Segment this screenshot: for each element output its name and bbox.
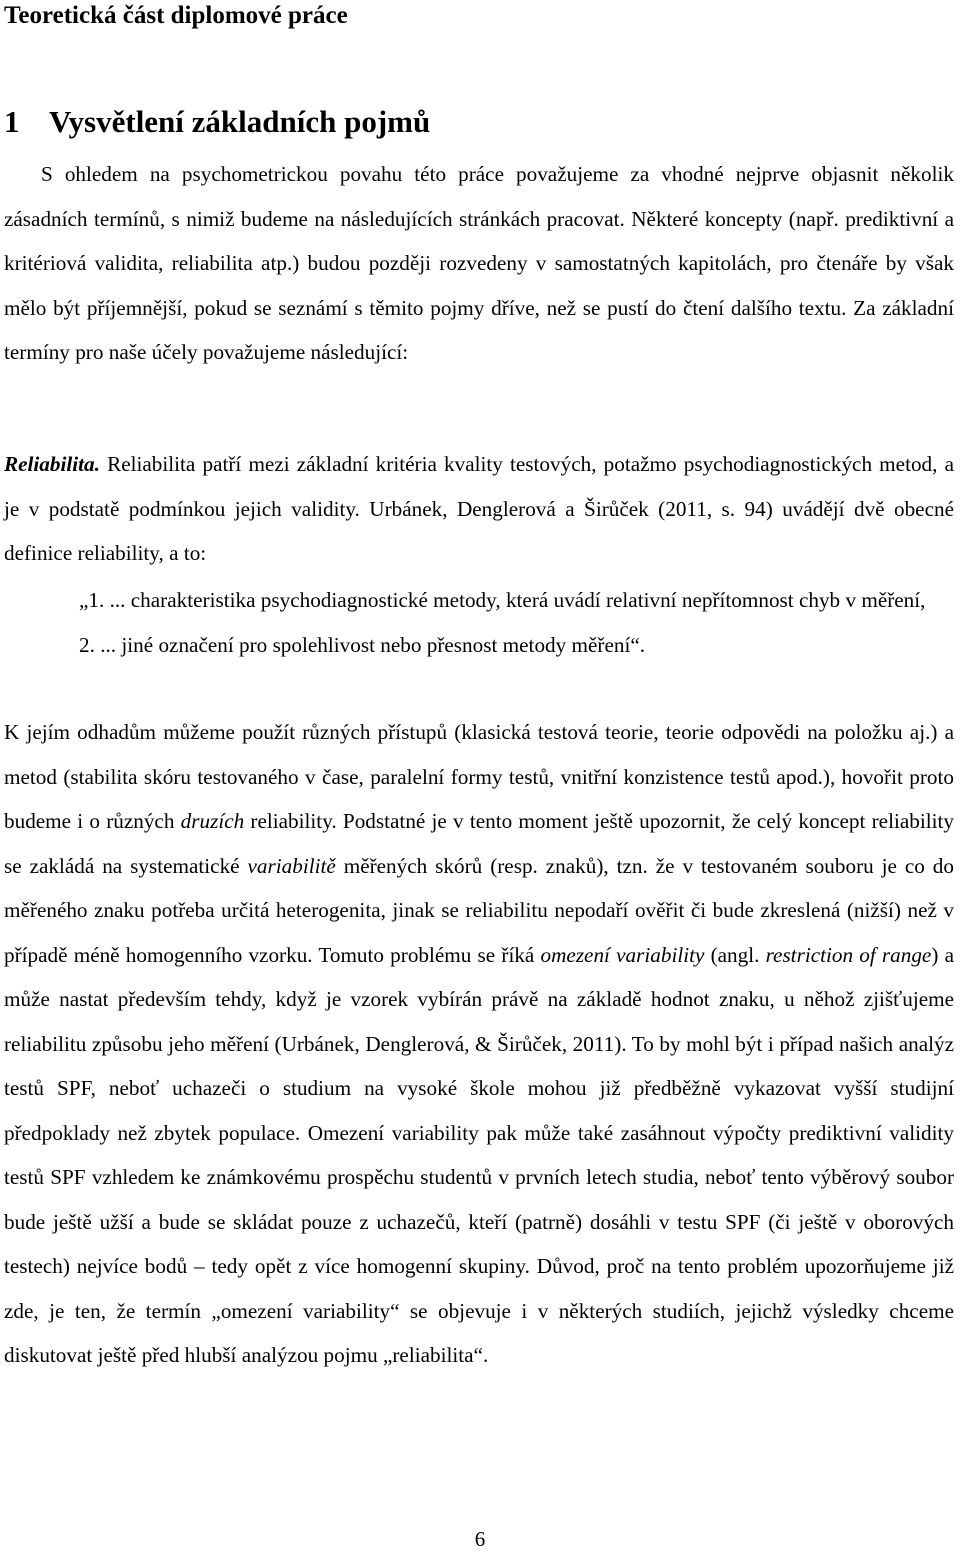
italic-span: druzích [180,809,245,833]
text-span: reliability. Podstatné je v tento moment ještě upozornit, že celý koncept reliability se zakládá na systematické [4,809,954,878]
reliability-paragraph [4,442,954,576]
term-reliability: Reliabilita. [4,452,100,476]
page-number: 6 [474,1527,486,1551]
document-page [4,0,954,1367]
chapter-heading [4,102,430,142]
chapter-title: Vysvětlení základních pojmů [49,104,431,139]
text-span: měřených skórů (resp. znaků), tzn. že v testovaném souboru je co do měřeného znaku potřeba určitá heterogenita, jinak se reliabilitu nepodaří ověřit či bude zkreslená (nižší) než v případě méně homogenního vzorku. Tomuto problému se říká [4,853,954,967]
text-span: ) a může nastat především tehdy, když je vzorek vybírán právě na základě hodnot znaku, u něhož zjišťujeme reliabilitu způsobu jeho měření (Urbánek, Denglerová, & Širůček, 2011). To by mohl být i případ našich analýz testů SPF, neboť uchazeči o studium na vysoké škole mohou již předběžně vykazovat vyšší studijní předpoklady než zbytek populace. Omezení variability pak může také zasáhnout výpočty prediktivní validity testů SPF vzhledem ke známkovému prospěchu studentů v prvních letech studia, neboť tento výběrový soubor bude ještě užší a bude se skládat pouze z uchazečů, kteří (patrně) dosáhli v testu SPF (či ještě v oborových testech) nejvíce bodů – tedy opět z více homogenní skupiny. Důvod, proč na tento problém upozorňujeme již zde, je ten, že termín „omezení variability“ se objevuje i v některých studiích, jejichž výsledky chceme diskutovat ještě před hlubší analýzou pojmu „reliabilita“. [4,942,954,1367]
definition-item-1: „1. ... charakteristika psychodiagnostické metody, která uvádí relativní nepřítomnost chyb v měření, [79,588,926,612]
text-span: (angl. [704,942,766,967]
italic-span: restriction of range [765,942,932,967]
reliability-paragraph-text: Reliabilita patří mezi základní kritéria kvality testových, potažmo psychodiagnostických metod, a je v podstatě podmínkou jejich validity. Urbánek, Denglerová a Širůček (2011, s. 94) uvádějí dvě obecné definice reliability, a to: [4,452,954,565]
definition-list [4,578,954,667]
estimation-paragraph [4,710,954,1378]
intro-paragraph: S ohledem na psychometrickou povahu této práce považujeme za vhodné nejprve objasnit několik zásadních termínů, s nimiž budeme na následujících stránkách pracovat. Některé koncepty (např. prediktivní a kritériová validita, reliabilita atp.) budou později rozvedeny v samostatných kapitolách, pro čtenáře by však mělo být příjemnější, pokud se seznámí s těmito pojmy dříve, než se pustí do čtení dalšího textu. Za základní termíny pro naše účely považujeme následující: [4,162,954,364]
part-title: Teoretická část diplomové práce [4,2,348,29]
definition-item-2: 2. ... jiné označení pro spolehlivost nebo přesnost metody měření“. [79,632,646,657]
italic-span: omezení variability [540,942,705,967]
chapter-number: 1 [4,104,20,139]
italic-span: variabilitě [247,853,336,878]
text-span: K jejím odhadům můžeme použít různých přístupů (klasická testová teorie, teorie odpovědi na položku aj.) a metod (stabilita skóru testovaného v čase, paralelní formy testů, vnitřní konzistence testů apod.), hovořit proto budeme i o různých [4,720,954,833]
